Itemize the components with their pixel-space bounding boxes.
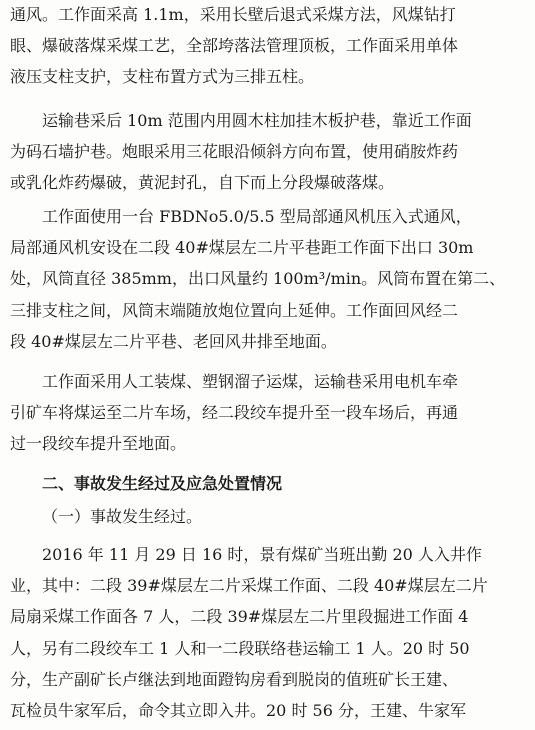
paragraph-first-line: 工作面采用人工装煤、塑钢溜子运煤，运输巷采用电机车牵 <box>42 372 459 391</box>
section-heading: 二、事故发生经过及应急处置情况 <box>42 474 283 493</box>
paragraph-first-line: 2016 年 11 月 29 日 16 时，景有煤矿当班出勤 20 人入井作 <box>42 545 482 564</box>
text-line: 通风。工作面采高 1.1m，采用长壁后退式采煤方法，风煤钻打 <box>10 5 456 24</box>
text-line: 引矿车将煤运至二片车场，经二段绞车提升至一段车场后，再通 <box>10 403 459 422</box>
text-line: 或乳化炸药爆破，黄泥封孔，自下而上分段爆破落煤。 <box>10 173 395 192</box>
text-line: 为码石墙护巷。炮眼采用三花眼沿倾斜方向布置，使用硝胺炸药 <box>10 142 459 161</box>
text-line: 局部通风机安设在二段 40#煤层左二片平巷距工作面下出口 30m <box>10 238 474 257</box>
text-line: 人，另有二段绞车工 1 人和一二段联络巷运输工 1 人。20 时 50 <box>10 639 470 658</box>
subsection-heading: （一）事故发生经过。 <box>42 507 203 526</box>
paragraph-first-line: 工作面使用一台 FBDNo5.0/5.5 型局部通风机压入式通风， <box>42 207 472 226</box>
text-line: 局扇采煤工作面各 7 人，二段 39#煤层左二片里段掘进工作面 4 <box>10 607 469 626</box>
text-line: 液压支柱支护，支柱布置方式为三排五柱。 <box>10 67 315 86</box>
text-line: 眼、爆破落煤采煤工艺，全部垮落法管理顶板，工作面采用单体 <box>10 36 459 55</box>
text-line: 瓦检员牛家军后，命令其立即入井。20 时 56 分，王建、牛家军 <box>10 701 466 720</box>
text-line: 处，风筒直径 385mm，出口风量约 100m³/min。风筒布置在第二、 <box>10 269 506 288</box>
paragraph-first-line: 运输巷采后 10m 范围内用圆木柱加挂木板护巷，靠近工作面 <box>42 111 472 130</box>
text-line: 业，其中：二段 39#煤层左二片采煤工作面、二段 40#煤层左二片 <box>10 576 488 595</box>
text-line: 三排支柱之间，风筒末端随放炮位置向上延伸。工作面回风经二 <box>10 301 459 320</box>
text-line: 分，生产副矿长卢继法到地面蹬钩房看到脱岗的值班矿长王建、 <box>10 670 459 689</box>
text-line: 段 40#煤层左二片平巷、老回风井排至地面。 <box>10 332 337 351</box>
text-line: 过一段绞车提升至地面。 <box>10 434 187 453</box>
